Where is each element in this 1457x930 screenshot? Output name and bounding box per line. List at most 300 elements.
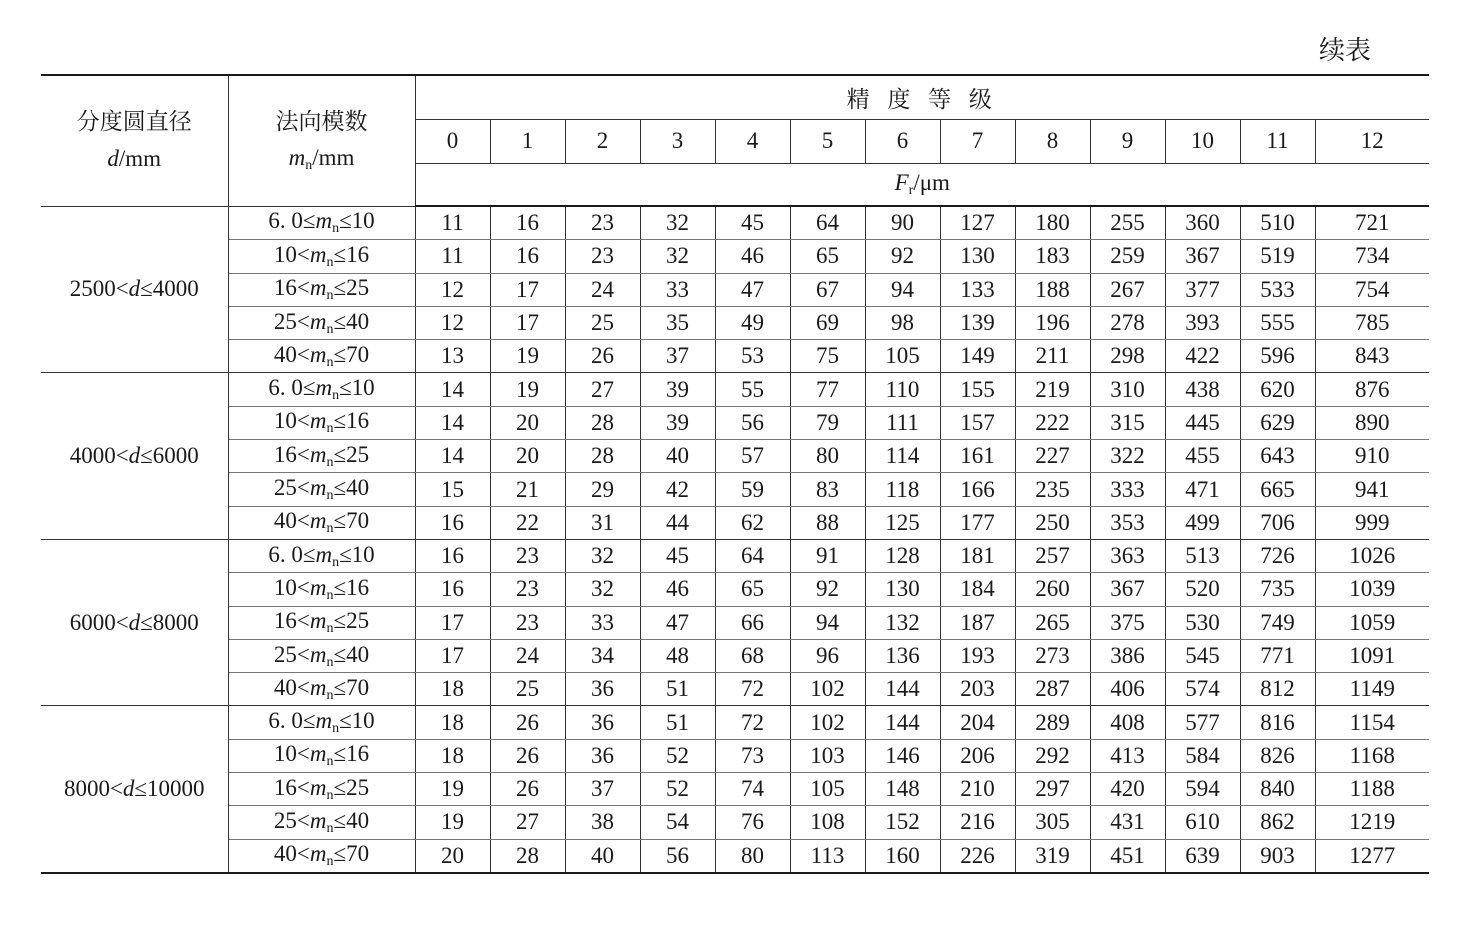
- tolerance-value-cell: 999: [1315, 506, 1429, 539]
- tolerance-value-cell: 298: [1090, 340, 1165, 373]
- tolerance-value-cell: 17: [490, 306, 565, 339]
- tolerance-value-cell: 17: [415, 606, 490, 639]
- module-lower: 40<: [273, 674, 310, 700]
- module-range-cell: [228, 473, 415, 506]
- tolerance-value-cell: 14: [415, 373, 490, 406]
- tolerance-value-cell: 65: [715, 573, 790, 606]
- tolerance-value-cell: 48: [640, 639, 715, 672]
- module-upper: ≤70: [333, 841, 370, 867]
- tolerance-value-cell: 13: [415, 340, 490, 373]
- grade-header-cell: 7: [940, 119, 1015, 163]
- tolerance-value-cell: 15: [415, 473, 490, 506]
- tolerance-value-cell: 12: [415, 306, 490, 339]
- tolerance-value-cell: 250: [1015, 506, 1090, 539]
- module-upper: ≤10: [339, 375, 375, 401]
- tolerance-value-cell: 310: [1090, 373, 1165, 406]
- module-range-cell: [228, 839, 415, 873]
- tolerance-value-cell: 166: [940, 473, 1015, 506]
- module-var-subscript: n: [326, 854, 334, 870]
- grade-header-cell: 6: [865, 119, 940, 163]
- diameter-label: 分度圆直径: [76, 108, 192, 134]
- tolerance-value-cell: 17: [415, 639, 490, 672]
- tolerance-value-cell: 33: [640, 273, 715, 306]
- module-var-subscript: n: [326, 454, 334, 470]
- tolerance-value-cell: 11: [415, 240, 490, 273]
- tolerance-value-cell: 267: [1090, 273, 1165, 306]
- tolerance-value-cell: 88: [790, 506, 865, 539]
- module-var: m: [309, 508, 327, 534]
- module-upper: ≤25: [333, 774, 370, 800]
- tolerance-value-cell: 903: [1240, 839, 1315, 873]
- grade-header-cell: 8: [1015, 119, 1090, 163]
- tolerance-value-cell: 68: [715, 639, 790, 672]
- tolerance-value-cell: 20: [490, 440, 565, 473]
- tolerance-value-cell: 118: [865, 473, 940, 506]
- tolerance-value-cell: 1091: [1315, 639, 1429, 672]
- tolerance-value-cell: 840: [1240, 773, 1315, 806]
- grade-header-cell: 12: [1315, 119, 1429, 163]
- tolerance-value-cell: 513: [1165, 539, 1240, 572]
- tolerance-value-cell: 19: [490, 340, 565, 373]
- module-upper: ≤16: [333, 574, 370, 600]
- tolerance-value-cell: 94: [865, 273, 940, 306]
- tolerance-value-cell: 1039: [1315, 573, 1429, 606]
- tolerance-value-cell: 187: [940, 606, 1015, 639]
- tolerance-value-cell: 184: [940, 573, 1015, 606]
- tolerance-value-cell: 643: [1240, 440, 1315, 473]
- tolerance-value-cell: 28: [565, 440, 640, 473]
- tolerance-value-cell: 45: [715, 206, 790, 240]
- diameter-lower: 8000<: [63, 776, 123, 802]
- diameter-header: [41, 75, 228, 206]
- tolerance-value-cell: 18: [415, 673, 490, 706]
- tolerance-value-cell: 333: [1090, 473, 1165, 506]
- tolerance-value-cell: 91: [790, 539, 865, 572]
- tolerance-value-cell: 52: [640, 773, 715, 806]
- tolerance-value-cell: 1188: [1315, 773, 1429, 806]
- module-var: m: [309, 674, 327, 700]
- tolerance-value-cell: 26: [490, 706, 565, 739]
- table-row: [41, 673, 1429, 706]
- module-var: m: [315, 208, 333, 234]
- diameter-lower: 4000<: [69, 443, 129, 469]
- module-var: m: [315, 708, 333, 734]
- tolerance-value-cell: 610: [1165, 806, 1240, 839]
- tolerance-value-cell: 34: [565, 639, 640, 672]
- module-lower: 40<: [273, 841, 310, 867]
- tolerance-value-cell: 17: [490, 273, 565, 306]
- tolerance-value-cell: 639: [1165, 839, 1240, 873]
- module-label: 法向模数: [275, 108, 368, 134]
- tolerance-value-cell: 28: [565, 406, 640, 439]
- tolerance-value-cell: 23: [565, 206, 640, 240]
- module-range-cell: [228, 273, 415, 306]
- tolerance-value-cell: 319: [1015, 839, 1090, 873]
- tolerance-value-cell: 132: [865, 606, 940, 639]
- tolerance-value-cell: 574: [1165, 673, 1240, 706]
- tolerance-value-cell: 408: [1090, 706, 1165, 739]
- diameter-unit: /mm: [118, 145, 162, 171]
- tolerance-value-cell: 103: [790, 739, 865, 772]
- tolerance-value-cell: 20: [415, 839, 490, 873]
- module-range-cell: [228, 240, 415, 273]
- tolerance-value-cell: 706: [1240, 506, 1315, 539]
- tolerance-value-cell: 367: [1165, 240, 1240, 273]
- module-var-subscript: n: [326, 421, 334, 437]
- tolerance-value-cell: 79: [790, 406, 865, 439]
- tolerance-value-cell: 37: [565, 773, 640, 806]
- module-upper: ≤10: [339, 708, 375, 734]
- module-var-subscript: n: [326, 288, 334, 304]
- tolerance-value-cell: 12: [415, 273, 490, 306]
- tolerance-value-cell: 44: [640, 506, 715, 539]
- tolerance-value-cell: 67: [790, 273, 865, 306]
- tolerance-value-cell: 130: [940, 240, 1015, 273]
- tolerance-value-cell: 92: [865, 240, 940, 273]
- module-upper: ≤10: [339, 208, 375, 234]
- tolerance-value-cell: 941: [1315, 473, 1429, 506]
- tolerance-value-cell: 160: [865, 839, 940, 873]
- tolerance-value-cell: 265: [1015, 606, 1090, 639]
- tolerance-value-cell: 910: [1315, 440, 1429, 473]
- tolerance-value-cell: 721: [1315, 206, 1429, 240]
- module-var-subscript: n: [326, 621, 334, 637]
- tolerance-value-cell: 64: [715, 539, 790, 572]
- tolerance-value-cell: 862: [1240, 806, 1315, 839]
- module-var-subscript: n: [326, 254, 334, 270]
- module-upper: ≤25: [333, 608, 370, 634]
- tolerance-value-cell: 226: [940, 839, 1015, 873]
- module-var: m: [315, 375, 333, 401]
- tolerance-value-cell: 451: [1090, 839, 1165, 873]
- tolerance-value-cell: 206: [940, 739, 1015, 772]
- module-range-cell: [228, 573, 415, 606]
- tolerance-value-cell: 11: [415, 206, 490, 240]
- tolerance-value-cell: 59: [715, 473, 790, 506]
- tolerance-value-cell: 51: [640, 706, 715, 739]
- tolerance-value-cell: 785: [1315, 306, 1429, 339]
- tolerance-value-cell: 620: [1240, 373, 1315, 406]
- tolerance-value-cell: 161: [940, 440, 1015, 473]
- tolerance-value-cell: 734: [1315, 240, 1429, 273]
- module-upper: ≤40: [333, 641, 370, 667]
- grade-header-cell: 11: [1240, 119, 1315, 163]
- tolerance-value-cell: 35: [640, 306, 715, 339]
- module-symbol: m: [288, 145, 306, 171]
- tolerance-value-cell: 152: [865, 806, 940, 839]
- module-range-cell: [228, 806, 415, 839]
- module-var-subscript: n: [326, 488, 334, 504]
- tolerance-value-cell: 629: [1240, 406, 1315, 439]
- module-lower: 10<: [273, 574, 310, 600]
- module-var-subscript: n: [326, 321, 334, 337]
- grade-header-cell: 0: [415, 119, 490, 163]
- diameter-upper: ≤4000: [140, 276, 199, 302]
- tolerance-value-cell: 80: [715, 839, 790, 873]
- tolerance-value-cell: 21: [490, 473, 565, 506]
- module-range-cell: [228, 606, 415, 639]
- tolerance-value-cell: 594: [1165, 773, 1240, 806]
- table-row: [41, 473, 1429, 506]
- module-range-cell: [228, 340, 415, 373]
- module-upper: ≤40: [333, 807, 370, 833]
- module-var-subscript: n: [326, 687, 334, 703]
- tolerance-value-cell: 735: [1240, 573, 1315, 606]
- module-range-cell: [228, 306, 415, 339]
- tolerance-value-cell: 257: [1015, 539, 1090, 572]
- tolerance-value-cell: 826: [1240, 739, 1315, 772]
- tolerance-value-cell: 26: [565, 340, 640, 373]
- tolerance-value-cell: 18: [415, 739, 490, 772]
- tolerance-value-cell: 1026: [1315, 539, 1429, 572]
- diameter-lower: 6000<: [69, 609, 129, 635]
- tolerance-value-cell: 36: [565, 739, 640, 772]
- tolerance-value-cell: 353: [1090, 506, 1165, 539]
- tolerance-value-cell: 39: [640, 373, 715, 406]
- module-upper: ≤25: [333, 275, 370, 301]
- grade-header-cell: 9: [1090, 119, 1165, 163]
- tolerance-value-cell: 16: [490, 206, 565, 240]
- table-row: [41, 406, 1429, 439]
- tolerance-value-cell: 31: [565, 506, 640, 539]
- tolerance-value-cell: 113: [790, 839, 865, 873]
- tolerance-value-cell: 211: [1015, 340, 1090, 373]
- tolerance-value-cell: 216: [940, 806, 1015, 839]
- module-upper: ≤10: [339, 541, 375, 567]
- tolerance-value-cell: 32: [565, 573, 640, 606]
- table-row: [41, 273, 1429, 306]
- module-var: m: [309, 341, 327, 367]
- table-row: [41, 806, 1429, 839]
- tolerance-value-cell: 27: [490, 806, 565, 839]
- module-var-subscript: n: [332, 721, 340, 737]
- tolerance-value-cell: 499: [1165, 506, 1240, 539]
- tolerance-value-cell: 876: [1315, 373, 1429, 406]
- table-row: [41, 739, 1429, 772]
- tolerance-value-cell: 471: [1165, 473, 1240, 506]
- tolerance-value-cell: 406: [1090, 673, 1165, 706]
- tolerance-value-cell: 72: [715, 706, 790, 739]
- module-upper: ≤25: [333, 441, 370, 467]
- tolerance-value-cell: 46: [715, 240, 790, 273]
- tolerance-value-cell: 23: [565, 240, 640, 273]
- tolerance-value-cell: 32: [640, 206, 715, 240]
- tolerance-value-cell: 222: [1015, 406, 1090, 439]
- table-row: [41, 373, 1429, 406]
- tolerance-value-cell: 40: [640, 440, 715, 473]
- module-unit: /mm: [312, 145, 355, 171]
- tolerance-value-cell: 98: [865, 306, 940, 339]
- module-var: m: [309, 841, 327, 867]
- table-row: [41, 706, 1429, 739]
- module-lower: 6. 0≤: [268, 708, 316, 734]
- diameter-lower: 2500<: [69, 276, 129, 302]
- tolerance-value-cell: 38: [565, 806, 640, 839]
- tolerance-value-cell: 1168: [1315, 739, 1429, 772]
- tolerance-value-cell: 149: [940, 340, 1015, 373]
- tolerance-value-cell: 157: [940, 406, 1015, 439]
- tolerance-value-cell: 80: [790, 440, 865, 473]
- module-upper: ≤70: [333, 674, 370, 700]
- tolerance-value-cell: 128: [865, 539, 940, 572]
- tolerance-value-cell: 144: [865, 706, 940, 739]
- tolerance-value-cell: 29: [565, 473, 640, 506]
- tolerance-value-cell: 386: [1090, 639, 1165, 672]
- tolerance-value-cell: 56: [640, 839, 715, 873]
- tolerance-value-cell: 305: [1015, 806, 1090, 839]
- tolerance-value-cell: 16: [415, 539, 490, 572]
- tolerance-value-cell: 130: [865, 573, 940, 606]
- fr-unit-header: [415, 163, 1429, 206]
- tolerance-value-cell: 74: [715, 773, 790, 806]
- tolerance-value-cell: 64: [790, 206, 865, 240]
- tolerance-value-cell: 577: [1165, 706, 1240, 739]
- table-row: [41, 240, 1429, 273]
- diameter-range-cell: [41, 373, 228, 539]
- tolerance-value-cell: 136: [865, 639, 940, 672]
- tolerance-value-cell: 90: [865, 206, 940, 240]
- tolerance-value-cell: 37: [640, 340, 715, 373]
- table-row: [41, 206, 1429, 240]
- tolerance-value-cell: 25: [565, 306, 640, 339]
- tolerance-value-cell: 754: [1315, 273, 1429, 306]
- tolerance-value-cell: 255: [1090, 206, 1165, 240]
- module-var-subscript: n: [326, 587, 334, 603]
- module-lower: 40<: [273, 341, 310, 367]
- table-row: [41, 573, 1429, 606]
- module-var-subscript: n: [326, 820, 334, 836]
- tolerance-value-cell: 555: [1240, 306, 1315, 339]
- diameter-range-cell: [41, 206, 228, 373]
- module-range-cell: [228, 773, 415, 806]
- grade-header-cell: 3: [640, 119, 715, 163]
- tolerance-value-cell: 19: [415, 806, 490, 839]
- tolerance-value-cell: 188: [1015, 273, 1090, 306]
- tolerance-value-cell: 422: [1165, 340, 1240, 373]
- tolerance-value-cell: 92: [790, 573, 865, 606]
- tolerance-value-cell: 102: [790, 706, 865, 739]
- tolerance-value-cell: 23: [490, 573, 565, 606]
- tolerance-value-cell: 83: [790, 473, 865, 506]
- module-lower: 25<: [273, 641, 310, 667]
- tolerance-value-cell: 177: [940, 506, 1015, 539]
- tolerance-value-cell: 69: [790, 306, 865, 339]
- tolerance-value-cell: 14: [415, 406, 490, 439]
- tolerance-value-cell: 55: [715, 373, 790, 406]
- tolerance-value-cell: 96: [790, 639, 865, 672]
- module-lower: 25<: [273, 807, 310, 833]
- tolerance-value-cell: 155: [940, 373, 1015, 406]
- tolerance-value-cell: 210: [940, 773, 1015, 806]
- module-lower: 6. 0≤: [268, 541, 316, 567]
- tolerance-value-cell: 519: [1240, 240, 1315, 273]
- tolerance-value-cell: 22: [490, 506, 565, 539]
- tolerance-value-cell: 749: [1240, 606, 1315, 639]
- module-var: m: [309, 741, 327, 767]
- tolerance-value-cell: 39: [640, 406, 715, 439]
- module-range-cell: [228, 539, 415, 572]
- module-var-subscript: n: [332, 221, 340, 237]
- module-range-cell: [228, 440, 415, 473]
- tolerance-value-cell: 843: [1315, 340, 1429, 373]
- module-lower: 25<: [273, 308, 310, 334]
- tolerance-value-cell: 278: [1090, 306, 1165, 339]
- tolerance-value-cell: 180: [1015, 206, 1090, 240]
- grade-header-cell: 1: [490, 119, 565, 163]
- module-lower: 16<: [273, 275, 310, 301]
- module-var-subscript: n: [326, 754, 334, 770]
- tolerance-value-cell: 45: [640, 539, 715, 572]
- tolerance-value-cell: 890: [1315, 406, 1429, 439]
- module-var: m: [309, 441, 327, 467]
- table-row: [41, 539, 1429, 572]
- module-upper: ≤16: [333, 241, 370, 267]
- tolerance-value-cell: 40: [565, 839, 640, 873]
- module-lower: 6. 0≤: [268, 375, 316, 401]
- tolerance-value-cell: 292: [1015, 739, 1090, 772]
- diameter-upper: ≤8000: [140, 609, 199, 635]
- tolerance-value-cell: 52: [640, 739, 715, 772]
- tolerance-value-cell: 273: [1015, 639, 1090, 672]
- tolerance-value-cell: 24: [565, 273, 640, 306]
- tolerance-value-cell: 16: [415, 506, 490, 539]
- tolerance-value-cell: 125: [865, 506, 940, 539]
- tolerance-value-cell: 72: [715, 673, 790, 706]
- tolerance-value-cell: 726: [1240, 539, 1315, 572]
- module-range-cell: [228, 673, 415, 706]
- diameter-var: d: [128, 276, 141, 302]
- tolerance-value-cell: 16: [415, 573, 490, 606]
- module-lower: 16<: [273, 774, 310, 800]
- module-var: m: [309, 408, 327, 434]
- table-row: [41, 506, 1429, 539]
- tolerance-value-cell: 32: [640, 240, 715, 273]
- module-var-subscript: n: [332, 388, 340, 404]
- tolerance-value-cell: 584: [1165, 739, 1240, 772]
- tolerance-value-cell: 18: [415, 706, 490, 739]
- tolerance-value-cell: 26: [490, 739, 565, 772]
- tolerance-value-cell: 111: [865, 406, 940, 439]
- module-lower: 10<: [273, 741, 310, 767]
- tolerance-value-cell: 148: [865, 773, 940, 806]
- tolerance-value-cell: 315: [1090, 406, 1165, 439]
- tolerance-value-cell: 438: [1165, 373, 1240, 406]
- tolerance-value-cell: 1277: [1315, 839, 1429, 873]
- tolerance-value-cell: 1149: [1315, 673, 1429, 706]
- grade-header-cell: 2: [565, 119, 640, 163]
- grade-header-cell: 4: [715, 119, 790, 163]
- table-row: [41, 440, 1429, 473]
- tolerance-value-cell: 816: [1240, 706, 1315, 739]
- module-var: m: [309, 241, 327, 267]
- table-row: [41, 606, 1429, 639]
- tolerance-value-cell: 144: [865, 673, 940, 706]
- tolerance-value-cell: 445: [1165, 406, 1240, 439]
- tolerance-value-cell: 235: [1015, 473, 1090, 506]
- tolerance-value-cell: 47: [640, 606, 715, 639]
- diameter-range-cell: [41, 706, 228, 873]
- module-lower: 16<: [273, 608, 310, 634]
- tolerance-value-cell: 47: [715, 273, 790, 306]
- diameter-range-cell: [41, 539, 228, 705]
- tolerance-value-cell: 23: [490, 606, 565, 639]
- module-upper: ≤16: [333, 741, 370, 767]
- table-row: [41, 340, 1429, 373]
- tolerance-value-cell: 105: [790, 773, 865, 806]
- tolerance-value-cell: 287: [1015, 673, 1090, 706]
- tolerance-value-cell: 102: [790, 673, 865, 706]
- tolerance-value-cell: 49: [715, 306, 790, 339]
